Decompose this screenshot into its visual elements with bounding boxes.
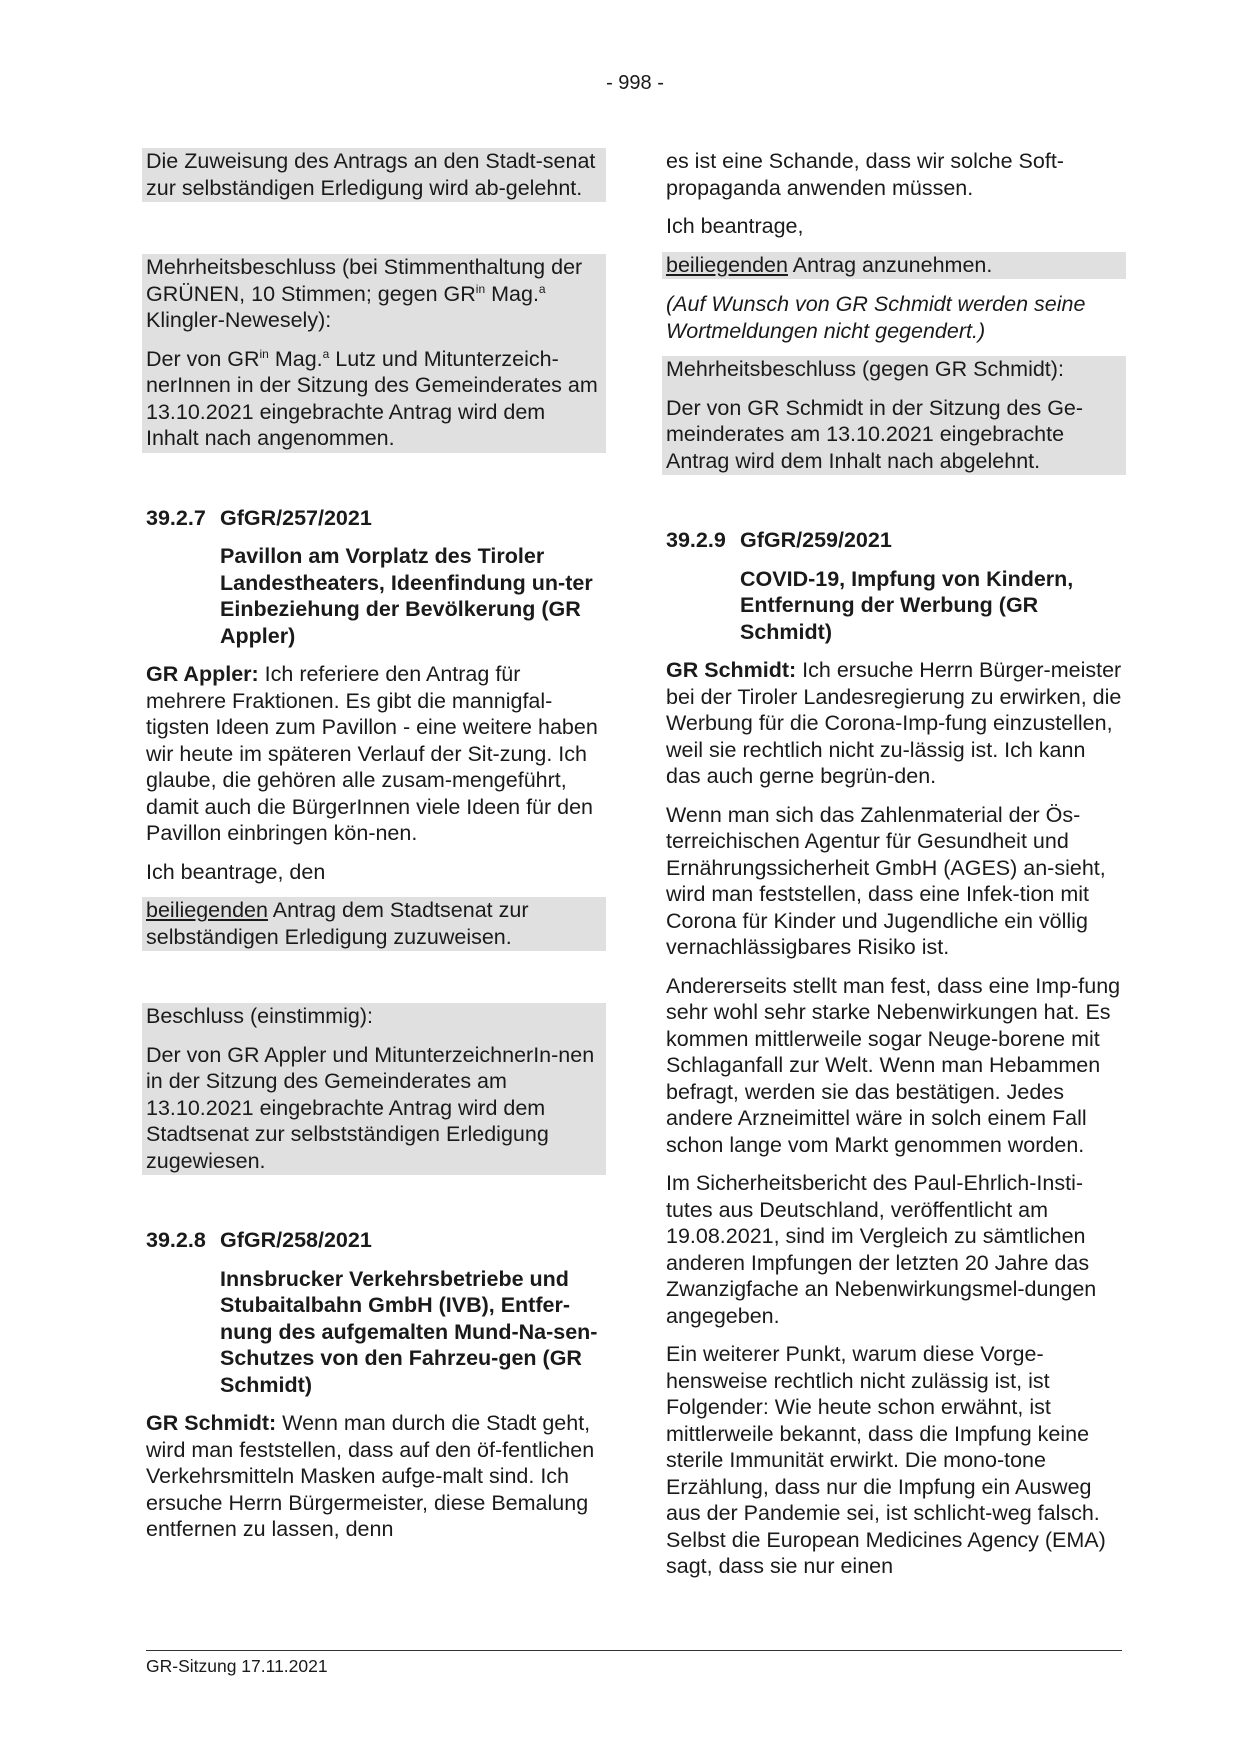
majority-resolution-klingler: Mehrheitsbeschluss (bei Stimmenthaltung der GRÜNEN, 10 Stimmen; gegen $GR^{in}$ Mag.$^a$ Klingler-Newesely): [146,255,583,332]
resolution-unanimous: Beschluss (einstimmig): [146,1004,373,1028]
footer-divider [146,1650,1122,1651]
motion-box-appler [142,897,606,951]
resolution-text-lutz: Der von $GR^{in}$ Mag.$^a$ Lutz und Mitunterzeich-nerInnen in der Sitzung des Gemeinderates am 13.10.2021 eingebrachte Antrag wird dem Inhalt nach angenommen. [146,346,598,450]
motion-intro-appler: Ich beantrage, den [146,859,326,884]
section-title-ivb: Innsbrucker Verkehrsbetriebe und Stubaitalbahn GmbH (IVB), Entfer-nung des aufgemalten Mund-Na-sen-Schutzes von den Fahrzeu-gen (GR Schmidt) [220,1266,598,1397]
paragraph-schande: es ist eine Schande, dass wir solche Soft-propaganda anwenden müssen. [666,149,1064,200]
page-number: - 998 - [606,72,664,94]
section-heading-39-2-9: 39.2.9 GfGR/259/2021 [666,528,892,552]
note-gender: (Auf Wunsch von GR Schmidt werden seine Wortmeldungen nicht gegendert.) [666,292,1086,343]
section-title-covid: COVID-19, Impfung von Kindern, Entfernung der Werbung (GR Schmidt) [740,566,1074,644]
section-heading-39-2-8: 39.2.8 GfGR/258/2021 [146,1228,372,1252]
paragraph-zahlenmaterial: Wenn man sich das Zahlenmaterial der Ös-terreichischen Agentur für Gesundheit und Ernährungssicherheit GmbH (AGES) an-sieht, wird man feststellen, dass eine Infek-tion mit Corona für Kinder und Jugendliche ein völlig vernachlässigbares Risiko ist. [666,802,1106,959]
footer-session-date: GR-Sitzung 17.11.2021 [146,1656,328,1676]
speech-appler: GR Appler: Ich referiere den Antrag für mehrere Fraktionen. Es gibt die mannigfal-tigsten Ideen zum Pavillon - eine weitere haben wir heute im späteren Verlauf der Sit-zung. Ich glaube, die gehören alle zusam-mengeführt, damit auch die BürgerInnen viele Ideen für den Pavillon einbringen kön-nen. [146,662,598,845]
decision-box-lutz [142,254,606,453]
section-heading-39-2-7: 39.2.7 GfGR/257/2021 [146,505,372,530]
paragraph-sicherheitsbericht: Im Sicherheitsbericht des Paul-Ehrlich-Insti-tutes aus Deutschland, veröffentlicht am 19.08.2021, sind im Vergleich zu sämtlichen anderen Impfungen der letzten 20 Jahre das Zwanzigfache an Nebenwirkungsmel-dungen angegeben. [666,1171,1097,1328]
motion-text-appler: beiliegenden Antrag dem Stadtsenat zur selbständigen Erledigung zuzuweisen. [146,898,529,949]
majority-resolution-schmidt: Mehrheitsbeschluss (gegen GR Schmidt): [666,357,1064,381]
paragraph-andererseits: Andererseits stellt man fest, dass eine Imp-fung sehr wohl sehr starke Nebenwirkungen hat. Es kommen mittlerweile sogar Neuge-borene mit Schlaganfall zur Welt. Wenn man Hebammen befragt, werden sie das bestätigen. Jedes andere Arzneimittel wäre in solch einem Fall schon lange vom Markt genommen worden. [666,973,1121,1157]
decision-box-schmidt [662,356,1126,475]
speech-schmidt-ivb: GR Schmidt: Wenn man durch die Stadt geht, wird man feststellen, dass auf den öf-fentlichen Verkehrsmitteln Masken aufge-malt sind. Ich ersuche Herrn Bürgermeister, diese Bemalung entfernen zu lassen, denn [146,1411,595,1541]
motion-text-schmidt: beiliegenden Antrag anzunehmen. [666,252,993,277]
motion-intro-schmidt: Ich beantrage, [666,214,804,238]
decision-box-appler [142,1003,606,1175]
resolution-text-appler: Der von GR Appler und MitunterzeichnerIn-nen in der Sitzung des Gemeinderates am 13.10.2021 eingebrachte Antrag wird dem Stadtsenat zur selbstständigen Erledigung zugewiesen. [146,1042,595,1173]
paragraph-weiterer-punkt: Ein weiterer Punkt, warum diese Vorge-hensweise rechtlich nicht zulässig ist, ist Folgender: Wie heute schon erwähnt, ist mittlerweile bekannt, dass die Impfung keine sterile Immunität erwirkt. Die mono-tone Erzählung, dass nur die Impfung ein Ausweg aus der Pandemie sei, ist schlicht-weg falsch. Selbst die European Medicines Agency (EMA) sagt, dass sie nur einen [666,1342,1106,1578]
left-column [146,148,602,1555]
speech-schmidt-covid: GR Schmidt: Ich ersuche Herrn Bürger-meister bei der Tiroler Landesregierung zu erwirken, die Werbung für die Corona-Imp-fung einzustellen, weil sie rechtlich nicht zu-lässig ist. Ich kann das auch gerne begrün-den. [666,658,1122,788]
paragraph-zuweisung: Die Zuweisung des Antrags an den Stadt-senat zur selbständigen Erledigung wird ab-gelehnt. [146,149,596,200]
resolution-text-schmidt: Der von GR Schmidt in der Sitzung des Ge-meinderates am 13.10.2021 eingebrachte Antrag wird dem Inhalt nach abgelehnt. [666,395,1084,473]
motion-box-schmidt [662,252,1126,280]
section-title-pavillon: Pavillon am Vorplatz des Tiroler Landestheaters, Ideenfindung un-ter Einbeziehung der Bevölkerung (GR Appler) [220,544,593,648]
decision-box-zuweisung [142,148,606,202]
right-column [666,148,1122,1592]
